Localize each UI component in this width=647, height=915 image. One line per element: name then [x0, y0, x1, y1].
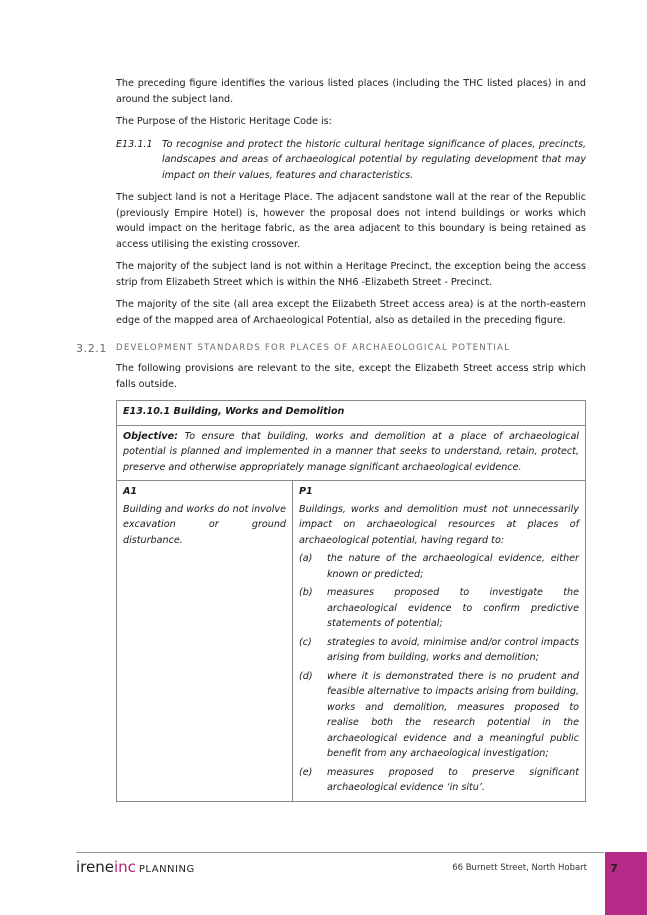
p1-text: Buildings, works and demolition must not unnecessarily impact on archaeological resources at places of archaeological potential, having regard to:	[299, 503, 579, 546]
paragraph: The subject land is not a Heritage Place. The adjacent sandstone wall at the rear of the Republic (previously Empire Hotel) is, however the proposal does not intend buildings or works which would impact on the heritage fabric, as the area adjacent to this boundary is being retained as access utilising the existing crossover.	[116, 192, 586, 250]
list-item	[299, 551, 579, 582]
objective-text: To ensure that building, works and demolition at a place of archaeological potential is planned and implemented in a manner that seeks to understand, retain, protect, preserve and otherwise appropriately manage significant archaeological evidence.	[123, 430, 579, 473]
logo-planning: PLANNING	[138, 864, 195, 875]
company-logo	[76, 858, 195, 879]
a1-label: A1	[123, 486, 138, 497]
section-intro: The following provisions are relevant to the site, except the Elizabeth Street access strip which falls outside.	[116, 363, 586, 390]
logo-part: irene	[76, 858, 114, 876]
section-heading	[76, 341, 586, 356]
p1-label: P1	[299, 486, 313, 497]
standards-table	[116, 400, 586, 802]
document-body	[76, 76, 586, 802]
item-text: measures proposed to investigate the archaeological evidence to confirm predictive statements of potential;	[327, 587, 579, 629]
page-number-box	[605, 852, 647, 915]
performance-criteria-cell	[293, 481, 586, 802]
item-letter: (e)	[299, 766, 313, 778]
paragraph: The preceding figure identifies the various listed places (including the THC listed places) in and around the subject land.	[116, 78, 586, 105]
clause-number: E13.1.1	[116, 138, 153, 150]
logo-part: inc	[113, 858, 136, 876]
list-item	[299, 585, 579, 632]
footer-divider	[76, 852, 604, 853]
acceptable-solution-cell	[117, 481, 293, 802]
code-quote	[116, 137, 586, 184]
item-letter: (c)	[299, 636, 312, 648]
section-number: 3.2.1	[76, 342, 107, 355]
list-item	[299, 635, 579, 666]
list-item	[299, 669, 579, 762]
item-letter: (d)	[299, 670, 313, 682]
section-title: DEVELOPMENT STANDARDS FOR PLACES OF ARCHAEOLOGICAL POTENTIAL	[116, 343, 511, 353]
item-text: the nature of the archaeological evidence, either known or predicted;	[327, 553, 579, 580]
a1-text: Building and works do not involve excavation or ground disturbance.	[123, 503, 286, 546]
item-text: strategies to avoid, minimise and/or control impacts arising from building, works and demolition;	[327, 636, 579, 663]
clause-text: To recognise and protect the historic cultural heritage significance of places, precincts, landscapes and areas of archaeological potential by regulating development that may impact on their values, features and characteristics.	[162, 138, 586, 181]
table-heading: E13.10.1 Building, Works and Demolition	[117, 401, 586, 426]
item-letter: (a)	[299, 553, 313, 564]
item-text: where it is demonstrated there is no prudent and feasible alternative to impacts arising from building, works and demolition, measures proposed to realise both the research potential in the archaeological evidence and a meaningful public benefit from any archaeological investigation;	[327, 670, 579, 759]
list-item	[299, 765, 579, 796]
objective-cell	[117, 425, 586, 481]
paragraph: The majority of the subject land is not within a Heritage Precinct, the exception being the access strip from Elizabeth Street which is within the NH6 -Elizabeth Street - Precinct.	[116, 261, 586, 288]
footer-address: 66 Burnett Street, North Hobart	[452, 863, 587, 873]
paragraph: The majority of the site (all area except the Elizabeth Street access area) is at the north-eastern edge of the mapped area of Archaeological Potential, also as detailed in the preceding figure.	[116, 299, 586, 326]
item-letter: (b)	[299, 587, 313, 598]
paragraph: The Purpose of the Historic Heritage Code is:	[116, 116, 332, 127]
objective-label: Objective:	[123, 430, 178, 442]
item-text: measures proposed to preserve significant archaeological evidence ‘in situ’.	[327, 766, 579, 793]
page-number: 7	[610, 862, 618, 875]
